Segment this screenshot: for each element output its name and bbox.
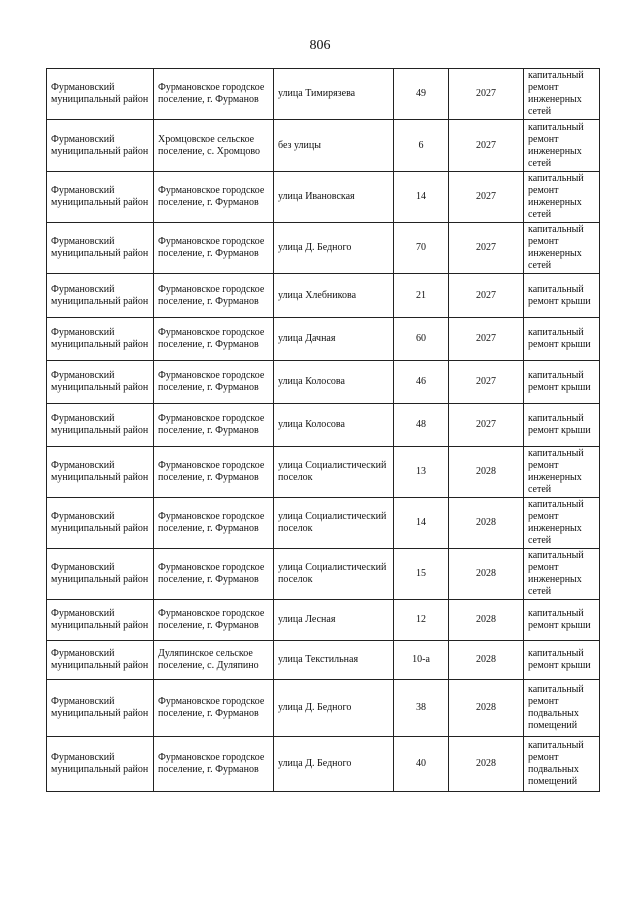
settlement-cell: Фурмановское городское поселение, г. Фурманов (154, 498, 274, 549)
house-number-cell: 21 (394, 274, 449, 318)
house-number-cell: 48 (394, 404, 449, 447)
house-number-cell: 46 (394, 361, 449, 404)
table-row (47, 120, 600, 172)
house-number-cell: 60 (394, 318, 449, 361)
table-row (47, 641, 600, 680)
district-cell: Фурмановский муниципальный район (47, 600, 154, 641)
table-row (47, 737, 600, 792)
work-type-cell: капитальный ремонт крыши (524, 600, 600, 641)
table-row (47, 600, 600, 641)
settlement-cell: Фурмановское городское поселение, г. Фурманов (154, 600, 274, 641)
street-cell: улица Колосова (274, 404, 394, 447)
street-cell: улица Д. Бедного (274, 680, 394, 737)
district-cell: Фурмановский муниципальный район (47, 549, 154, 600)
year-cell: 2027 (449, 120, 524, 172)
street-cell: улица Тимирязева (274, 69, 394, 120)
work-type-cell: капитальный ремонт крыши (524, 361, 600, 404)
district-cell: Фурмановский муниципальный район (47, 737, 154, 792)
street-cell: улица Д. Бедного (274, 737, 394, 792)
street-cell: улица Социалистический поселок (274, 549, 394, 600)
work-type-cell: капитальный ремонт подвальных помещений (524, 737, 600, 792)
year-cell: 2028 (449, 447, 524, 498)
district-cell: Фурмановский муниципальный район (47, 404, 154, 447)
district-cell: Фурмановский муниципальный район (47, 318, 154, 361)
district-cell: Фурмановский муниципальный район (47, 680, 154, 737)
district-cell: Фурмановский муниципальный район (47, 447, 154, 498)
street-cell: улица Ивановская (274, 172, 394, 223)
table-row (47, 549, 600, 600)
house-number-cell: 12 (394, 600, 449, 641)
work-type-cell: капитальный ремонт крыши (524, 318, 600, 361)
settlement-cell: Фурмановское городское поселение, г. Фурманов (154, 69, 274, 120)
work-type-cell: капитальный ремонт инженерных сетей (524, 447, 600, 498)
street-cell: улица Дачная (274, 318, 394, 361)
work-type-cell: капитальный ремонт инженерных сетей (524, 549, 600, 600)
district-cell: Фурмановский муниципальный район (47, 69, 154, 120)
year-cell: 2028 (449, 600, 524, 641)
table-row (47, 447, 600, 498)
work-type-cell: капитальный ремонт инженерных сетей (524, 172, 600, 223)
settlement-cell: Фурмановское городское поселение, г. Фурманов (154, 172, 274, 223)
settlement-cell: Фурмановское городское поселение, г. Фурманов (154, 680, 274, 737)
table-row (47, 172, 600, 223)
year-cell: 2027 (449, 69, 524, 120)
street-cell: улица Хлебникова (274, 274, 394, 318)
year-cell: 2028 (449, 641, 524, 680)
year-cell: 2028 (449, 498, 524, 549)
page-number: 806 (309, 38, 331, 53)
settlement-cell: Фурмановское городское поселение, г. Фурманов (154, 223, 274, 274)
house-number-cell: 49 (394, 69, 449, 120)
district-cell: Фурмановский муниципальный район (47, 498, 154, 549)
work-type-cell: капитальный ремонт крыши (524, 641, 600, 680)
district-cell: Фурмановский муниципальный район (47, 274, 154, 318)
table-row (47, 498, 600, 549)
settlement-cell: Хромцовское сельское поселение, с. Хромцово (154, 120, 274, 172)
house-number-cell: 40 (394, 737, 449, 792)
district-cell: Фурмановский муниципальный район (47, 223, 154, 274)
work-type-cell: капитальный ремонт инженерных сетей (524, 498, 600, 549)
street-cell: улица Колосова (274, 361, 394, 404)
street-cell: улица Д. Бедного (274, 223, 394, 274)
house-number-cell: 6 (394, 120, 449, 172)
work-type-cell: капитальный ремонт подвальных помещений (524, 680, 600, 737)
work-type-cell: капитальный ремонт крыши (524, 404, 600, 447)
district-cell: Фурмановский муниципальный район (47, 120, 154, 172)
street-cell: улица Текстильная (274, 641, 394, 680)
district-cell: Фурмановский муниципальный район (47, 641, 154, 680)
settlement-cell: Фурмановское городское поселение, г. Фурманов (154, 549, 274, 600)
settlement-cell: Фурмановское городское поселение, г. Фурманов (154, 737, 274, 792)
table-row (47, 274, 600, 318)
work-type-cell: капитальный ремонт инженерных сетей (524, 120, 600, 172)
table-row (47, 318, 600, 361)
work-type-cell: капитальный ремонт инженерных сетей (524, 69, 600, 120)
year-cell: 2027 (449, 223, 524, 274)
street-cell: улица Социалистический поселок (274, 498, 394, 549)
work-type-cell: капитальный ремонт крыши (524, 274, 600, 318)
house-number-cell: 13 (394, 447, 449, 498)
year-cell: 2027 (449, 318, 524, 361)
settlement-cell: Фурмановское городское поселение, г. Фурманов (154, 447, 274, 498)
table-row (47, 680, 600, 737)
district-cell: Фурмановский муниципальный район (47, 361, 154, 404)
table-row (47, 223, 600, 274)
street-cell: улица Социалистический поселок (274, 447, 394, 498)
settlement-cell: Фурмановское городское поселение, г. Фурманов (154, 404, 274, 447)
year-cell: 2028 (449, 549, 524, 600)
settlement-cell: Фурмановское городское поселение, г. Фурманов (154, 361, 274, 404)
house-number-cell: 15 (394, 549, 449, 600)
house-number-cell: 14 (394, 172, 449, 223)
table-row (47, 361, 600, 404)
house-number-cell: 10-а (394, 641, 449, 680)
house-number-cell: 14 (394, 498, 449, 549)
work-type-cell: капитальный ремонт инженерных сетей (524, 223, 600, 274)
house-number-cell: 70 (394, 223, 449, 274)
repair-schedule-table (46, 68, 600, 792)
street-cell: без улицы (274, 120, 394, 172)
settlement-cell: Дуляпинское сельское поселение, с. Дуляпино (154, 641, 274, 680)
house-number-cell: 38 (394, 680, 449, 737)
settlement-cell: Фурмановское городское поселение, г. Фурманов (154, 274, 274, 318)
year-cell: 2028 (449, 737, 524, 792)
year-cell: 2027 (449, 361, 524, 404)
street-cell: улица Лесная (274, 600, 394, 641)
year-cell: 2028 (449, 680, 524, 737)
year-cell: 2027 (449, 404, 524, 447)
year-cell: 2027 (449, 274, 524, 318)
table-row (47, 404, 600, 447)
year-cell: 2027 (449, 172, 524, 223)
district-cell: Фурмановский муниципальный район (47, 172, 154, 223)
table-row (47, 69, 600, 120)
settlement-cell: Фурмановское городское поселение, г. Фурманов (154, 318, 274, 361)
